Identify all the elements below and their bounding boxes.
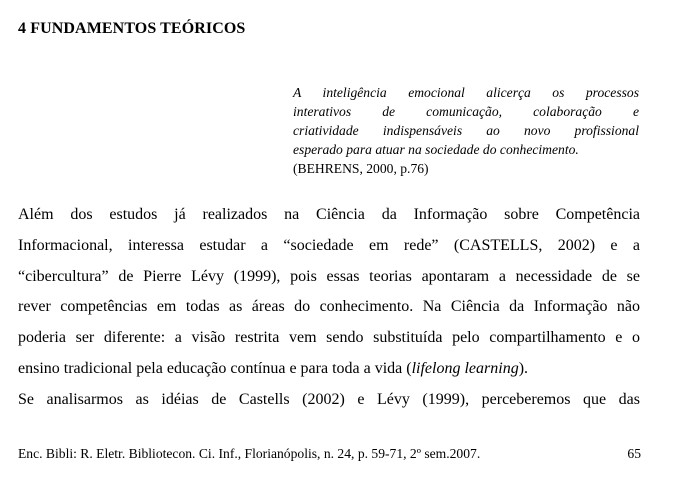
footer-citation: Enc. Bibli: R. Eletr. Bibliotecon. Ci. Inf., Florianópolis, n. 24, p. 59-71, 2º sem.2007.: [18, 446, 481, 461]
paragraph-line-4: rever competências em todas as áreas do conhecimento. Na Ciência da Informação não: [18, 298, 640, 316]
epigraph-line-4: esperado para atuar na sociedade do conhecimento.: [293, 142, 579, 157]
epigraph-block: [293, 83, 639, 178]
epigraph-line-3: criatividade indispensáveis ao novo profissional: [293, 123, 639, 138]
paragraph-line-6-start: ensino tradicional pela educação contínua e para toda a vida (: [18, 359, 412, 377]
paragraph-line-2: Informacional, interessa estudar a “sociedade em rede” (CASTELLS, 2002) e a: [18, 236, 640, 254]
paragraph-line-6-end: ).: [518, 359, 529, 377]
epigraph-text: [293, 83, 639, 159]
paragraph-line-6: [18, 354, 640, 385]
body-paragraph: [18, 200, 640, 416]
paragraph-line-3: “cibercultura” de Pierre Lévy (1999), pois essas teorias apontaram a necessidade de se: [18, 267, 640, 285]
paragraph-line-7: Se analisarmos as idéias de Castells (2002) e Lévy (1999), perceberemos que das: [18, 390, 640, 408]
section-heading: 4 FUNDAMENTOS TEÓRICOS: [18, 20, 246, 37]
epigraph-line-1: A inteligência emocional alicerça os processos: [293, 85, 639, 100]
paragraph-line-5: poderia ser diferente: a visão restrita vem sendo substituída pelo compartilhamento e o: [18, 329, 640, 347]
page-number: 65: [627, 446, 641, 461]
paragraph-line-6-italic: lifelong learning: [411, 359, 519, 377]
paragraph-line-1: Além dos estudos já realizados na Ciência da Informação sobre Competência: [18, 206, 640, 223]
epigraph-line-2: interativos de comunicação, colaboração e: [293, 104, 639, 119]
epigraph-citation: (BEHRENS, 2000, p.76): [293, 161, 429, 176]
